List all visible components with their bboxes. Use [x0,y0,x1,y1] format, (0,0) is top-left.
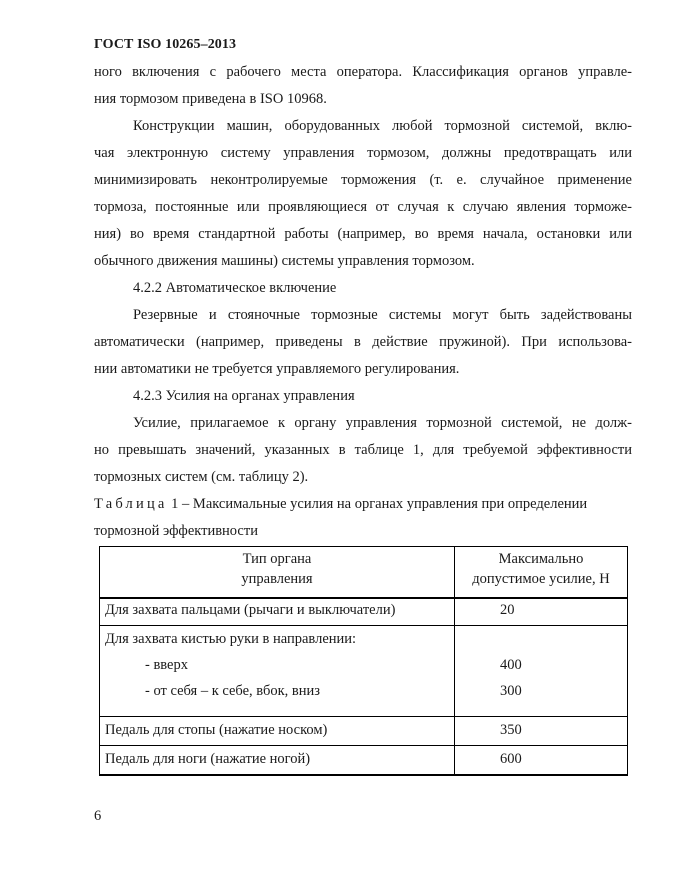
cell-control-type [100,626,455,717]
paragraph-line: нии автоматики не требуется управляемого регулирования. [94,361,460,377]
paragraph-line: ния тормозом приведена в ISO 10968. [94,91,327,107]
paragraph-line: ния) во время стандартной работы (например, во время начала, остановки или [94,226,632,242]
table-row [100,746,628,776]
table-caption [94,496,632,513]
cell-line: 300 [500,683,522,699]
cell-line [500,626,627,652]
cell-control-type: Педаль для стопы (нажатие носком) [100,717,455,746]
table-caption-word: Таблица [94,496,168,512]
cell-max-force [455,626,628,717]
paragraph-line: автоматически (например, приведены в действие пружиной). При использова- [94,334,632,350]
cell-line: 400 [500,657,522,673]
paragraph-line: обычного движения машины) системы управления тормозом. [94,253,475,269]
header-line: Максимально [498,551,584,567]
section-heading-4-2-3: 4.2.3 Усилия на органах управления [133,388,355,404]
paragraph-line: тормозных систем (см. таблицу 2). [94,469,309,485]
max-forces-table [99,546,628,776]
page-number: 6 [94,808,102,824]
table-caption-text: 1 – Максимальные усилия на органах управления при определении [167,496,588,512]
cell-max-force: 20 [455,598,628,626]
cell-control-type: Педаль для ноги (нажатие ногой) [100,746,455,776]
paragraph-line: Конструкции машин, оборудованных любой тормозной системой, вклю- [133,118,632,134]
paragraph-line: ного включения с рабочего места оператора. Классификация органов управле- [94,64,632,80]
header-line: допустимое усилие, Н [472,571,610,587]
header-line: управления [241,571,313,587]
column-header-max-force [455,547,628,599]
document-header: ГОСТ ISO 10265–2013 [94,37,237,52]
cell-max-force: 350 [455,717,628,746]
cell-control-type: Для захвата пальцами (рычаги и выключатели) [100,598,455,626]
paragraph-line: тормоза, постоянные или проявляющиеся от случая к случаю явления торможе- [94,199,632,215]
table-row [100,717,628,746]
cell-line: - от себя – к себе, вбок, вниз [145,683,320,699]
table-header-row [100,547,628,599]
paragraph-line: но превышать значений, указанных в таблице 1, для требуемой эффективности [94,442,632,458]
column-header-control-type [100,547,455,599]
paragraph-line: чая электронную систему управления тормозом, должны предотвращать или [94,145,632,161]
section-heading-4-2-2: 4.2.2 Автоматическое включение [133,280,337,296]
table-row [100,626,628,717]
paragraph-line: Резервные и стояночные тормозные системы могут быть задействованы [133,307,632,323]
paragraph-line: Усилие, прилагаемое к органу управления тормозной системой, не долж- [133,415,632,431]
cell-line: - вверх [145,657,188,673]
table-caption-line2: тормозной эффективности [94,523,258,539]
paragraph-line: минимизировать неконтролируемые торможения (т. е. случайное применение [94,172,632,188]
header-line: Тип органа [242,551,312,567]
cell-max-force: 600 [455,746,628,776]
table-row [100,598,628,626]
cell-line: Для захвата кистью руки в направлении: [105,631,357,647]
